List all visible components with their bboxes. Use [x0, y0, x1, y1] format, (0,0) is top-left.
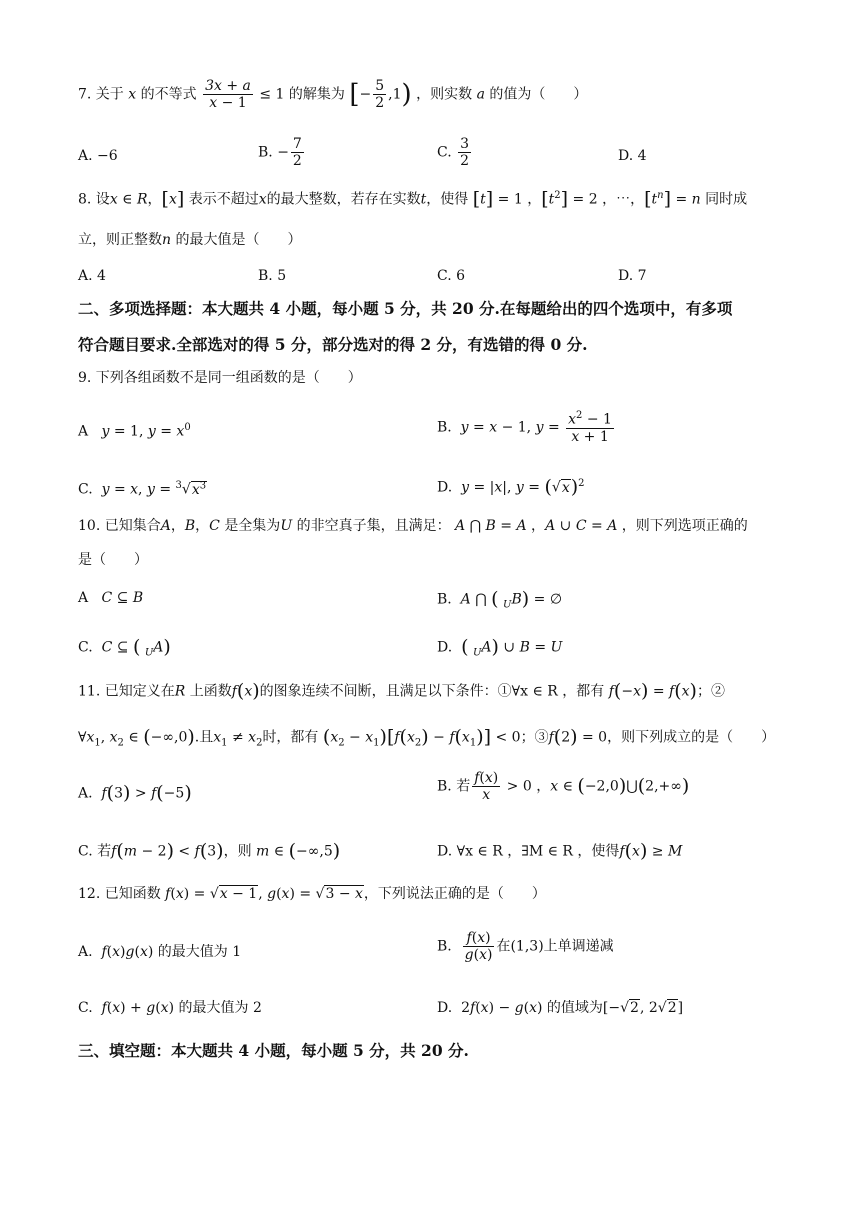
q10-option-b: B. A ⋂ ( $_U$B) = ∅: [437, 588, 563, 611]
q7-option-b: B. − $\frac{7}{2}$: [258, 136, 302, 170]
q9-option-c: C. y = x, $y = ^3√x^3$: [78, 480, 207, 498]
q11-option-a: A. f(3) > f(−5): [78, 782, 192, 804]
q10-stem-line1: 10. 已知集合A，B，C 是全集为U 的非空真子集，且满足： A ⋂ B = A ，A ∪ C = A ，则下列选项正确的: [78, 518, 748, 534]
q7-stem: 7. 关于 x 的不等式 $\frac{3x + a}{x - 1}$ ≤ 1 的解集为 [− $\frac{5}{2}$ ,1) ，则实数 a 的值为（ ）: [78, 78, 588, 112]
q12-stem: 12. 已知函数 f(x) = √x − 1, g(x) = √3 − x，下列说法正确的是（ ）: [78, 886, 546, 902]
q9-option-b: B. y = x − 1, y = $\frac{x^2 - 1}{x + 1}$: [437, 410, 612, 445]
q12-option-b: B. $\frac{f(x)}{g(x)}$ 在(1,3)上单调递减: [437, 930, 614, 964]
q8-option-a: A. 4: [78, 268, 106, 284]
q11-option-d: D. ∀x ∈ R ，∃M ∈ R ，使得f(x) ≥ M: [437, 840, 683, 862]
q8-option-c: C. 6: [437, 268, 466, 284]
q7-option-c: C. $\frac{3}{2}$: [437, 136, 470, 170]
section2-heading-line2: 符合题目要求.全部选对的得 5 分，部分选对的得 2 分，有选错的得 0 分.: [78, 335, 588, 354]
q8-option-b: B. 5: [258, 268, 287, 284]
q11-option-b: B. 若 $\frac{f(x)}{x}$ > 0 ，x ∈ (−2,0)⋃(2,+∞): [437, 770, 690, 804]
q7-fraction: $\frac{3x + a}{x - 1}$: [205, 78, 251, 112]
section3-heading: 三、填空题：本大题共 4 小题，每小题 5 分，共 20 分.: [78, 1041, 469, 1060]
q11-option-c: C. 若f(m − 2) < f(3)，则 m ∈ (−∞,5): [78, 840, 341, 862]
q8-option-d: D. 7: [618, 268, 647, 284]
q7-option-a: A. −6: [78, 148, 118, 164]
q12-option-d: D. 2f(x) − g(x) 的值域为[−√2, 2√2]: [437, 1000, 684, 1016]
q12-option-c: C. f(x) + g(x) 的最大值为 2: [78, 1000, 262, 1016]
q10-stem-line2: 是（ ）: [78, 552, 148, 568]
q9-option-a: A y = 1, $y = x^0$: [78, 422, 191, 440]
q11-stem-line2: $\forall x_1$, $x_2$ ∈ (−∞,0).且$x_1 \ne x_2$时，都有 $(x_2 - x_1)[f(x_2) - f(x_1)] < 0$；③f(2) = 0，则下列成立的是（ ）: [78, 726, 776, 749]
q10-option-c: C. C ⊆ ( $_U$A): [78, 636, 171, 659]
q10-option-d: D. ( $_U$A) ∪ B = U: [437, 636, 563, 659]
q8-stem-line1: 8. 设x ∈ R，[x] 表示不超过x的最大整数，若存在实数t，使得 [t] = 1 ，$[t^2] = 2$ ，⋯，$[t^n] = n$ 同时成: [78, 188, 748, 211]
q10-option-a: A C ⊆ B: [78, 590, 144, 606]
q12-option-a: A. f(x)g(x) 的最大值为 1: [78, 944, 242, 960]
q9-option-d: D. y = |x|, $y = (√x)^2$: [437, 476, 585, 499]
q7-option-d: D. 4: [618, 148, 647, 164]
section2-heading-line1: 二、多项选择题：本大题共 4 小题，每小题 5 分，共 20 分.在每题给出的四个选项中，有多项: [78, 299, 733, 318]
q9-stem: 9. 下列各组函数不是同一组函数的是（ ）: [78, 370, 362, 386]
q11-stem-line1: 11. 已知定义在R 上函数f(x)的图象连续不间断，且满足以下条件：①∀x ∈ R ，都有 f(−x) = f(x)；②: [78, 680, 725, 702]
q8-stem-line2: 立，则正整数n 的最大值是（ ）: [78, 232, 302, 248]
